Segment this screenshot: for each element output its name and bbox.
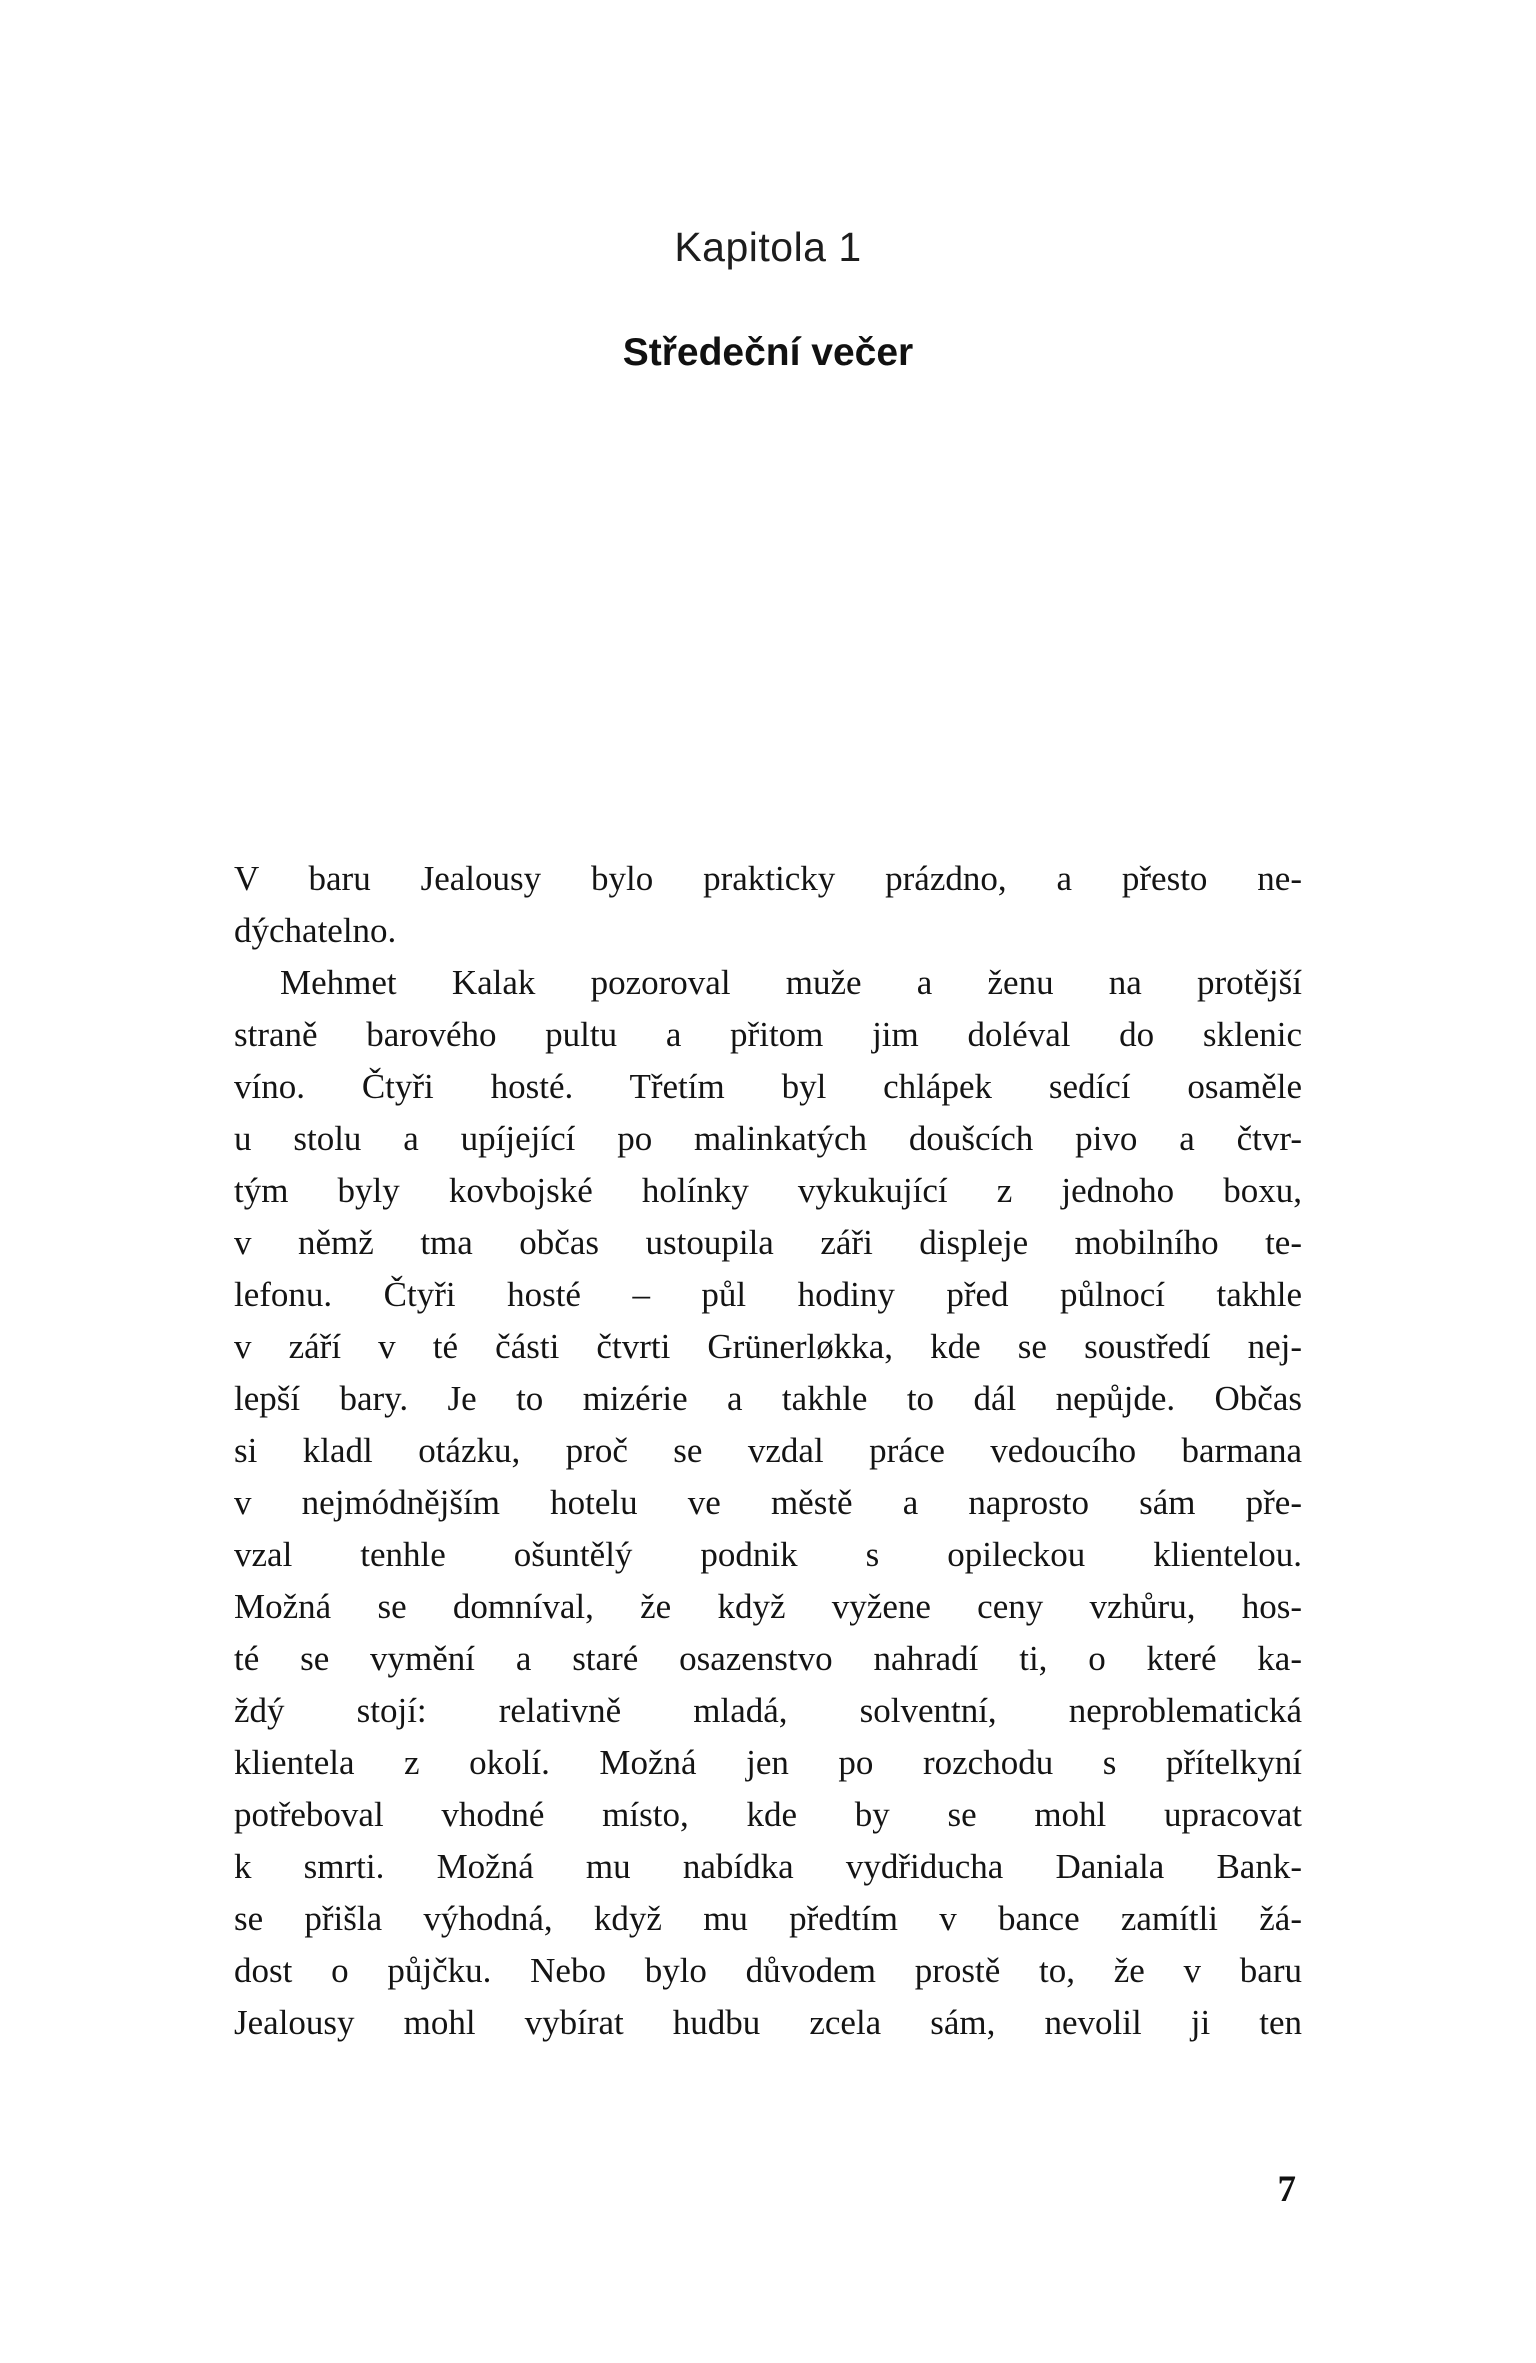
- chapter-label: Kapitola 1: [674, 224, 862, 270]
- text-line: vzal tenhle ošuntělý podnik s opileckou klientelou.: [234, 1535, 1302, 1574]
- text-line: k smrti. Možná mu nabídka vydřiducha Daniala Bank-: [234, 1847, 1302, 1886]
- text-line: ždý stojí: relativně mladá, solventní, neproblematická: [234, 1691, 1302, 1730]
- paragraph: [234, 957, 1302, 2049]
- text-line: Jealousy mohl vybírat hudbu zcela sám, nevolil ji ten: [234, 2003, 1302, 2042]
- text-line: klientela z okolí. Možná jen po rozchodu s přítelkyní: [234, 1743, 1302, 1782]
- text-line: u stolu a upíjející po malinkatých doušcích pivo a čtvr-: [234, 1119, 1302, 1158]
- text-line: Mehmet Kalak pozoroval muže a ženu na protější: [280, 963, 1302, 1002]
- text-line: se přišla výhodná, když mu předtím v bance zamítli žá-: [234, 1899, 1302, 1938]
- paragraph: [234, 853, 1302, 957]
- chapter-title: Středeční večer: [622, 331, 914, 374]
- text-line: potřeboval vhodné místo, kde by se mohl upracovat: [234, 1795, 1302, 1834]
- text-line: v září v té části čtvrti Grünerløkka, kde se soustředí nej-: [234, 1327, 1302, 1366]
- text-line: dost o půjčku. Nebo bylo důvodem prostě to, že v baru: [234, 1951, 1302, 1990]
- text-line: v němž tma občas ustoupila záři displeje mobilního te-: [234, 1223, 1302, 1262]
- text-line: v nejmódnějším hotelu ve městě a naprosto sám pře-: [234, 1483, 1302, 1522]
- text-line: lepší bary. Je to mizérie a takhle to dál nepůjde. Občas: [234, 1379, 1302, 1418]
- text-line: dýchatelno.: [234, 911, 397, 950]
- page-number: 7: [1277, 2169, 1296, 2210]
- body-text: [234, 853, 1302, 2049]
- text-line: straně barového pultu a přitom jim doléval do sklenic: [234, 1015, 1302, 1054]
- text-line: V baru Jealousy bylo prakticky prázdno, a přesto ne-: [234, 859, 1302, 898]
- text-line: té se vymění a staré osazenstvo nahradí ti, o které ka-: [234, 1639, 1302, 1678]
- text-line: Možná se domníval, že když vyžene ceny vzhůru, hos-: [234, 1587, 1302, 1626]
- text-line: víno. Čtyři hosté. Třetím byl chlápek sedící osaměle: [234, 1067, 1302, 1106]
- text-line: lefonu. Čtyři hosté – půl hodiny před půlnocí takhle: [234, 1275, 1302, 1314]
- text-line: si kladl otázku, proč se vzdal práce vedoucího barmana: [234, 1431, 1302, 1470]
- text-line: tým byly kovbojské holínky vykukující z jednoho boxu,: [234, 1171, 1302, 1210]
